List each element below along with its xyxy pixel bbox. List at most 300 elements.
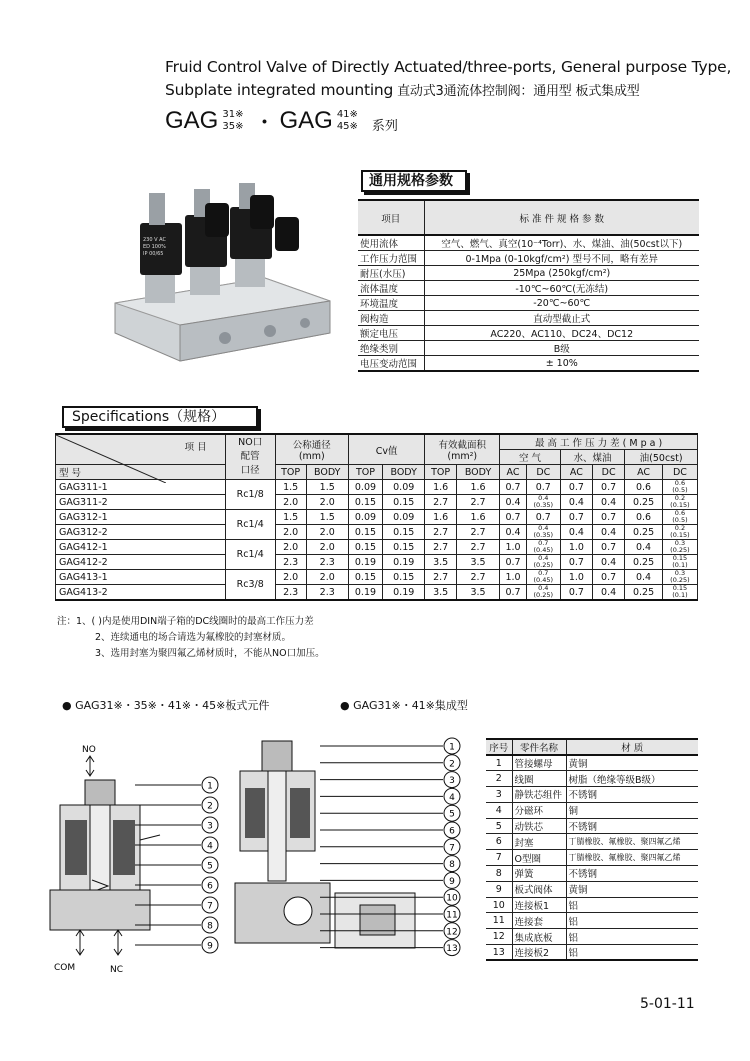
general-spec-value: 0-1Mpa (0-10kgf/cm²) 型号不同，略有差异: [424, 251, 699, 266]
spec-model: GAG413-1: [56, 570, 226, 585]
general-spec-key: 工作压力范围: [358, 251, 424, 266]
spec-cell: 0.7: [560, 510, 592, 525]
spec-cell: 0.15: [383, 525, 425, 540]
model-b-top: 41※: [336, 109, 358, 120]
model-separator: ・: [253, 110, 276, 136]
spec-water-header: 水、煤油: [560, 450, 624, 465]
table-row: [56, 525, 698, 540]
spec-cell: 0.4: [625, 540, 663, 555]
parts-no: 12: [486, 929, 512, 945]
spec-subheader: BODY: [383, 465, 425, 480]
parts-material: 黄铜: [566, 881, 698, 897]
spec-cell: 1.5: [275, 480, 306, 495]
table-row: [56, 510, 698, 525]
spec-cell: 0.25: [625, 585, 663, 601]
spec-cell: 0.7: [526, 480, 560, 495]
parts-material: 不锈钢: [566, 818, 698, 834]
general-spec-row: [358, 296, 699, 311]
callout-number: 8: [207, 921, 213, 932]
spec-air-dc-din: (0.25): [533, 591, 554, 599]
spec-oil-dc-main: 0.2: [674, 524, 686, 532]
general-spec-row: [358, 341, 699, 356]
spec-pressure-header: 最 高 工 作 压 力 差 ( M p a ): [500, 434, 698, 450]
spec-cell: 2.0: [306, 495, 348, 510]
parts-row: [486, 881, 698, 897]
spec-cell: 2.0: [306, 525, 348, 540]
spec-cell: 0.15: [348, 525, 382, 540]
parts-material: 黄铜: [566, 755, 698, 771]
spec-model: GAG311-1: [56, 480, 226, 495]
spec-area-unit: (mm²): [447, 451, 478, 462]
spec-oil-dc-din: (0.1): [672, 561, 688, 569]
spec-cell: 2.7: [456, 525, 499, 540]
spec-oil-header: 油(50cst): [625, 450, 698, 465]
parts-name: 线圈: [512, 771, 566, 787]
spec-cell: 0.7: [526, 510, 560, 525]
general-spec-key: 绝缘类别: [358, 341, 424, 356]
spec-cell: 0.15: [348, 540, 382, 555]
parts-name: 连接套: [512, 913, 566, 929]
spec-cell: 1.5: [275, 510, 306, 525]
spec-subheader: BODY: [456, 465, 499, 480]
callout-number: 5: [449, 809, 455, 820]
spec-cell: 0.25: [625, 495, 663, 510]
spec-cell: 1.0: [560, 570, 592, 585]
spec-cell: 0.7: [500, 510, 527, 525]
spec-port-h2: 配管: [240, 451, 260, 462]
spec-cell: 0.7: [592, 480, 624, 495]
spec-oil-dc-din: (0.5): [672, 486, 688, 494]
parts-no: 6: [486, 834, 512, 850]
parts-material: 铝: [566, 913, 698, 929]
spec-cv-header: Cv值: [348, 434, 424, 465]
spec-cell: 1.6: [425, 510, 457, 525]
spec-oil-dc-din: (0.25): [670, 546, 690, 554]
spec-air-dc-main: 0.4: [538, 584, 549, 592]
spec-oil-dc: [662, 585, 697, 601]
parts-name: 连接板1: [512, 897, 566, 913]
parts-no: 4: [486, 802, 512, 818]
parts-no: 13: [486, 945, 512, 961]
spec-cell: 0.7: [560, 480, 592, 495]
parts-name: 连接板2: [512, 945, 566, 961]
spec-cell: 2.3: [275, 585, 306, 601]
spec-model-label: 型 号: [56, 465, 226, 480]
spec-model: GAG312-1: [56, 510, 226, 525]
spec-subheader: DC: [592, 465, 624, 480]
title-line-2-cn: 直动式3通流体控制阀：通用型 板式集成型: [393, 84, 640, 99]
general-spec-head-row: [358, 200, 699, 235]
callout-number: 1: [207, 781, 213, 792]
parts-col-no: 序号: [486, 739, 512, 755]
cross-section-diagram-b: [230, 733, 470, 968]
general-spec-key: 耐压(水压): [358, 266, 424, 281]
page-number: 5-01-11: [640, 996, 695, 1012]
spec-air-dc-din: (0.25): [533, 561, 554, 569]
general-spec-row: [358, 251, 699, 266]
spec-air-dc: [526, 555, 560, 570]
parts-row: [486, 850, 698, 866]
spec-air-dc-main: 0.4: [538, 524, 549, 532]
spec-air-dc-main: 0.7: [538, 539, 549, 547]
parts-name: 弹簧: [512, 866, 566, 882]
spec-port: Rc1/4: [225, 540, 275, 570]
parts-no: 7: [486, 850, 512, 866]
parts-col-name: 零件名称: [512, 739, 566, 755]
spec-cell: 0.15: [383, 495, 425, 510]
spec-area-header: [425, 434, 500, 465]
general-spec-key: 额定电压: [358, 326, 424, 341]
spec-subheader: BODY: [306, 465, 348, 480]
parts-name: 封塞: [512, 834, 566, 850]
spec-bore-title: 公称通径: [292, 440, 331, 451]
spec-oil-dc-din: (0.25): [670, 576, 690, 584]
parts-table: [486, 738, 698, 961]
spec-cell: 2.3: [306, 585, 348, 601]
parts-no: 8: [486, 866, 512, 882]
callout-number: 2: [207, 801, 213, 812]
spec-air-dc-main: 0.7: [538, 569, 549, 577]
callout-number: 11: [446, 910, 458, 921]
spec-bore-header: [275, 434, 348, 465]
spec-oil-dc: [662, 540, 697, 555]
spec-oil-dc: [662, 555, 697, 570]
spec-cell: 0.19: [348, 585, 382, 601]
spec-cell: 2.0: [306, 540, 348, 555]
parts-name: 分磁环: [512, 802, 566, 818]
callout-number: 9: [449, 876, 455, 887]
spec-port-h1: NO口: [238, 437, 263, 448]
parts-row: [486, 929, 698, 945]
callout-number: 3: [207, 821, 213, 832]
spec-oil-dc: [662, 495, 697, 510]
spec-cell: 3.5: [456, 555, 499, 570]
general-spec-table: [358, 199, 699, 372]
section-b-title: ● GAG31※・41※集成型: [340, 699, 468, 712]
parts-material: 树脂（绝缘等级B级）: [566, 771, 698, 787]
general-spec-row: [358, 326, 699, 341]
spec-cell: 1.0: [500, 570, 527, 585]
spec-table: [55, 433, 698, 601]
spec-cell: 0.19: [383, 585, 425, 601]
spec-cell: 0.4: [500, 525, 527, 540]
parts-row: [486, 771, 698, 787]
callout-number: 5: [207, 861, 213, 872]
spec-air-dc-main: 0.4: [538, 554, 549, 562]
spec-cell: 2.7: [425, 525, 457, 540]
spec-cell: 2.7: [425, 495, 457, 510]
spec-cell: 0.7: [560, 555, 592, 570]
spec-subheader: DC: [662, 465, 697, 480]
spec-cell: 0.4: [592, 585, 624, 601]
spec-cell: 0.09: [348, 510, 382, 525]
spec-air-dc-main: 0.4: [538, 494, 549, 502]
callout-number: 13: [446, 944, 458, 955]
label-com: COM: [54, 963, 76, 973]
parts-no: 10: [486, 897, 512, 913]
spec-cell: 0.09: [348, 480, 382, 495]
spec-cell: 0.19: [383, 555, 425, 570]
parts-head-row: [486, 739, 698, 755]
callout-number: 7: [449, 843, 455, 854]
spec-cell: 0.15: [383, 540, 425, 555]
parts-row: [486, 897, 698, 913]
spec-oil-dc-main: 0.15: [672, 584, 688, 592]
general-col-item: 项目: [358, 200, 424, 235]
spec-cell: 0.7: [592, 540, 624, 555]
spec-cell: 0.7: [592, 570, 624, 585]
spec-cell: 1.6: [456, 510, 499, 525]
callout-number: 1: [449, 742, 455, 753]
label-nc: NC: [110, 965, 124, 975]
parts-name: 动铁芯: [512, 818, 566, 834]
general-spec-row: [358, 356, 699, 372]
product-photo: [105, 183, 335, 363]
callout-number: 6: [207, 881, 213, 892]
spec-cell: 0.6: [625, 480, 663, 495]
parts-row: [486, 787, 698, 803]
spec-cell: 1.6: [425, 480, 457, 495]
spec-cell: 0.7: [500, 585, 527, 601]
spec-cell: 0.4: [560, 495, 592, 510]
title-line-1: Fruid Control Valve of Directly Actuated/three-ports, General purpose Type,: [165, 58, 732, 76]
spec-cell: 3.5: [456, 585, 499, 601]
spec-cell: 0.09: [383, 510, 425, 525]
note-2: 2、连续通电的场合请选为氟橡胶的封塞材质。: [95, 632, 292, 643]
table-row: [56, 495, 698, 510]
parts-name: 板式阀体: [512, 881, 566, 897]
spec-cell: 2.3: [306, 555, 348, 570]
parts-row: [486, 913, 698, 929]
spec-air-dc-din: (0.35): [533, 501, 554, 509]
parts-name: O型圈: [512, 850, 566, 866]
model-a: GAG: [165, 107, 219, 134]
parts-name: 管接螺母: [512, 755, 566, 771]
spec-model: GAG312-2: [56, 525, 226, 540]
spec-air-dc-din: (0.35): [533, 531, 554, 539]
parts-name: 静铁芯组件: [512, 787, 566, 803]
callout-number: 8: [449, 860, 455, 871]
spec-cell: 2.3: [275, 555, 306, 570]
spec-air-dc-din: (0.45): [533, 576, 554, 584]
section-a-title: ● GAG31※・35※・41※・45※板式元件: [62, 699, 270, 712]
spec-subheader: AC: [625, 465, 663, 480]
spec-cell: 0.4: [625, 570, 663, 585]
cross-section-diagram-a: [40, 740, 230, 975]
general-spec-value: -20℃~60℃: [424, 296, 699, 311]
spec-cell: 1.0: [560, 540, 592, 555]
model-series: [165, 104, 398, 138]
spec-oil-dc-main: 0.3: [674, 569, 686, 577]
spec-port: Rc3/8: [225, 570, 275, 601]
general-spec-key: 环境温度: [358, 296, 424, 311]
spec-subheader: DC: [526, 465, 560, 480]
callout-number: 6: [449, 826, 455, 837]
spec-subheader: AC: [500, 465, 527, 480]
table-row: [56, 585, 698, 601]
spec-corner-cell: [56, 434, 226, 465]
spec-header: Specifications（规格）: [62, 406, 258, 428]
spec-oil-dc-main: 0.3: [674, 539, 686, 547]
spec-air-dc-din: (0.45): [533, 546, 554, 554]
note-1: 注：1、( )内是使用DIN端子箱的DC线圈时的最高工作压力差: [57, 616, 314, 627]
general-spec-value: 空气、燃气、真空(10⁻⁴Torr)、水、煤油、油(50cst以下): [424, 235, 699, 251]
spec-oil-dc: [662, 510, 697, 525]
general-spec-key: 电压变动范围: [358, 356, 424, 372]
parts-row: [486, 755, 698, 771]
general-spec-value: -10℃~60℃(无冻结): [424, 281, 699, 296]
callout-number: 3: [449, 776, 455, 787]
spec-oil-dc: [662, 570, 697, 585]
spec-model: GAG413-2: [56, 585, 226, 601]
model-b: GAG: [279, 107, 333, 134]
spec-oil-dc-din: (0.15): [670, 531, 690, 539]
callout-number: 10: [446, 893, 458, 904]
parts-material: 丁腈橡胶、氟橡胶、聚四氟乙烯: [566, 850, 698, 866]
spec-cell: 0.7: [592, 510, 624, 525]
spec-cell: 0.7: [560, 585, 592, 601]
series-label: 系列: [371, 118, 398, 134]
spec-subheader: TOP: [348, 465, 382, 480]
notes: [57, 614, 325, 662]
model-b-suffixes: [337, 109, 358, 133]
general-spec-value: ± 10%: [424, 356, 699, 372]
callout-number: 4: [449, 792, 455, 803]
spec-air-dc: [526, 525, 560, 540]
parts-no: 2: [486, 771, 512, 787]
spec-subheader: TOP: [275, 465, 306, 480]
parts-material: 不锈钢: [566, 787, 698, 803]
general-spec-row: [358, 235, 699, 251]
parts-no: 3: [486, 787, 512, 803]
spec-cell: 2.7: [425, 570, 457, 585]
spec-cell: 2.7: [425, 540, 457, 555]
model-a-suffixes: [222, 109, 243, 133]
general-spec-value: 25Mpa (250kgf/cm²): [424, 266, 699, 281]
spec-model: GAG412-2: [56, 555, 226, 570]
photo-label-2: ED 100%: [143, 244, 166, 250]
spec-oil-dc-main: 0.6: [674, 509, 686, 517]
spec-cell: 2.0: [275, 540, 306, 555]
spec-head-row-1: [56, 434, 698, 450]
spec-item-label: 项 目: [184, 442, 207, 453]
spec-air-dc: [526, 540, 560, 555]
spec-cell: 0.15: [348, 495, 382, 510]
spec-air-dc: [526, 495, 560, 510]
photo-label-1: 230 V AC: [143, 237, 166, 243]
spec-subheader: TOP: [425, 465, 457, 480]
parts-material: 铝: [566, 945, 698, 961]
parts-row: [486, 802, 698, 818]
general-spec-value: AC220、AC110、DC24、DC12: [424, 326, 699, 341]
callout-number: 9: [207, 941, 213, 952]
parts-material: 丁腈橡胶、氟橡胶、聚四氟乙烯: [566, 834, 698, 850]
spec-cell: 1.5: [306, 480, 348, 495]
spec-cell: 2.0: [275, 495, 306, 510]
spec-air-header: 空 气: [500, 450, 561, 465]
model-a-bot: 35※: [222, 121, 244, 132]
spec-cell: 0.4: [592, 525, 624, 540]
parts-row: [486, 818, 698, 834]
spec-oil-dc: [662, 480, 697, 495]
spec-model: GAG311-2: [56, 495, 226, 510]
general-spec-key: 使用流体: [358, 235, 424, 251]
general-spec-row: [358, 266, 699, 281]
model-b-bot: 45※: [336, 121, 358, 132]
title-line-2-en: Subplate integrated mounting: [165, 81, 394, 99]
parts-row: [486, 945, 698, 961]
callout-number: 4: [207, 841, 213, 852]
parts-material: 铝: [566, 897, 698, 913]
spec-cell: 2.0: [275, 525, 306, 540]
spec-oil-dc-main: 0.15: [672, 554, 688, 562]
table-row: [56, 540, 698, 555]
general-spec-header: 通用规格参数: [361, 170, 467, 192]
note-3: 3、选用封塞为聚四氟乙烯材质时，不能从NO口加压。: [95, 648, 325, 659]
spec-model: GAG412-1: [56, 540, 226, 555]
spec-cell: 3.5: [425, 585, 457, 601]
table-row: [56, 570, 698, 585]
spec-cell: 1.6: [456, 480, 499, 495]
spec-cell: 3.5: [425, 555, 457, 570]
spec-cell: 0.25: [625, 555, 663, 570]
spec-cell: 2.7: [456, 540, 499, 555]
parts-material: 铝: [566, 929, 698, 945]
spec-cell: 0.4: [592, 495, 624, 510]
general-spec-row: [358, 281, 699, 296]
parts-no: 9: [486, 881, 512, 897]
label-no: NO: [82, 745, 96, 755]
parts-name: 集成底板: [512, 929, 566, 945]
spec-port: Rc1/4: [225, 510, 275, 540]
callout-number: 7: [207, 901, 213, 912]
model-a-top: 31※: [222, 109, 244, 120]
general-col-std: 标 准 件 规 格 参 数: [424, 200, 699, 235]
spec-cell: 0.4: [560, 525, 592, 540]
parts-no: 11: [486, 913, 512, 929]
spec-oil-dc: [662, 525, 697, 540]
spec-cell: 1.0: [500, 540, 527, 555]
spec-cell: 2.7: [456, 570, 499, 585]
spec-subheader: AC: [560, 465, 592, 480]
spec-cell: 0.7: [500, 555, 527, 570]
parts-material: 铜: [566, 802, 698, 818]
table-row: [56, 555, 698, 570]
spec-oil-dc-din: (0.15): [670, 501, 690, 509]
spec-oil-dc-din: (0.5): [672, 516, 688, 524]
parts-no: 1: [486, 755, 512, 771]
general-spec-key: 流体温度: [358, 281, 424, 296]
spec-cell: 0.7: [500, 480, 527, 495]
spec-cell: 0.6: [625, 510, 663, 525]
spec-cell: 0.15: [348, 570, 382, 585]
parts-no: 5: [486, 818, 512, 834]
general-spec-value: 直动型截止式: [424, 311, 699, 326]
spec-cell: 0.09: [383, 480, 425, 495]
spec-cell: 2.0: [306, 570, 348, 585]
general-spec-row: [358, 311, 699, 326]
parts-col-mat: 材 质: [566, 739, 698, 755]
spec-port-header: [225, 434, 275, 480]
general-spec-value: B级: [424, 341, 699, 356]
spec-cell: 1.5: [306, 510, 348, 525]
parts-material: 不锈钢: [566, 866, 698, 882]
parts-row: [486, 866, 698, 882]
spec-cell: 2.7: [456, 495, 499, 510]
spec-area-title: 有效截面积: [438, 440, 487, 451]
spec-cell: 0.4: [500, 495, 527, 510]
callout-number: 2: [449, 759, 455, 770]
